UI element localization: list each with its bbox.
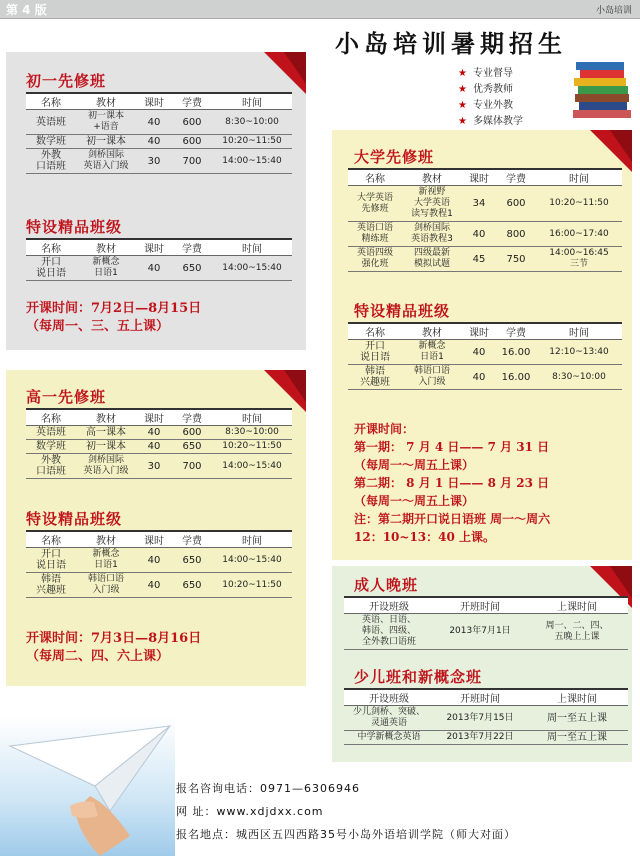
table-header [348, 323, 622, 340]
col-header: 名称 [26, 409, 76, 426]
section-title: 高一先修班 [26, 388, 107, 406]
table-cell: 45 [462, 247, 496, 272]
col-header: 教材 [76, 409, 136, 426]
table-header [344, 597, 628, 614]
table-cell: 英语口语 精练班 [348, 222, 402, 247]
col-header: 名称 [26, 93, 76, 110]
col-header: 教材 [402, 323, 462, 340]
main-title: 小岛培训暑期招生 [335, 29, 567, 58]
star-icon: ★ [458, 68, 467, 79]
table-cell: 40 [136, 573, 172, 598]
table-body [26, 256, 292, 281]
section-title: 成人晚班 [354, 576, 419, 594]
panel-senior-prep [6, 370, 306, 686]
col-header: 名称 [26, 531, 76, 548]
table-cell: 外教 口语班 [26, 454, 76, 479]
table-row [344, 731, 628, 745]
table-cell: 初一课本 [76, 440, 136, 454]
star-icon: ★ [458, 100, 467, 111]
col-header: 上课时间 [526, 597, 628, 614]
table-cell: 初一课本 [76, 135, 136, 149]
table-cell: 14:00~15:40 [212, 149, 292, 174]
col-header: 时间 [536, 169, 622, 186]
table-cell: 12:10~13:40 [536, 340, 622, 365]
col-header: 上课时间 [526, 689, 628, 706]
table-cell: 开口 说日语 [26, 256, 76, 281]
table-cell: 600 [172, 135, 212, 149]
table-row [26, 110, 292, 135]
table-cell: 800 [496, 222, 536, 247]
table-cell: 韩语口语 入门级 [76, 573, 136, 598]
note-line: 开课时间：7月3日—8月16日 [26, 631, 202, 646]
section-title: 大学先修班 [354, 148, 435, 166]
table-cell: 初一课本 +语音 [76, 110, 136, 135]
table-cell: 700 [172, 149, 212, 174]
table-cell: 2013年7月15日 [434, 706, 526, 731]
table-cell: 14:00~15:40 [212, 548, 292, 573]
books-icon [572, 58, 632, 120]
table-cell: 剑桥国际 英语教程3 [402, 222, 462, 247]
col-header: 课时 [136, 409, 172, 426]
note-line: 注：第二期开口说日语班 周一～周六 [354, 512, 551, 526]
feature-item: ★ 优秀教师 [458, 84, 513, 95]
table-cell: 大学英语 先修班 [348, 186, 402, 222]
col-header: 课时 [136, 239, 172, 256]
table-header [26, 239, 292, 256]
table-cell: 周一至五上课 [526, 731, 628, 745]
table-row [344, 706, 628, 731]
table-cell: 周一至五上课 [526, 706, 628, 731]
course-table [26, 92, 292, 174]
table-cell: 韩语 兴趣班 [348, 365, 402, 390]
table-cell: 40 [462, 365, 496, 390]
feature-item: ★ 专业外教 [458, 100, 513, 111]
table-cell: 英语班 [26, 110, 76, 135]
note-line: 第二期： 8 月 1 日—— 8 月 23 日 [354, 476, 550, 490]
table-row [344, 614, 628, 650]
col-header: 课时 [136, 93, 172, 110]
col-header: 学费 [172, 409, 212, 426]
table-cell: 英语、日语、 韩语、四级、 全外教口语班 [344, 614, 434, 650]
col-header: 名称 [26, 239, 76, 256]
col-header: 时间 [212, 93, 292, 110]
col-header: 教材 [76, 239, 136, 256]
table-cell: 600 [496, 186, 536, 222]
table-cell: 外教 口语班 [26, 149, 76, 174]
top-right-label: 小岛培训 [595, 6, 632, 16]
col-header: 开设班级 [344, 597, 434, 614]
table-cell: 40 [462, 222, 496, 247]
corner-fold [610, 130, 632, 162]
col-header: 时间 [212, 531, 292, 548]
col-header: 时间 [212, 239, 292, 256]
special-title: 特设精品班级 [354, 302, 451, 320]
table-cell: 30 [136, 149, 172, 174]
note-line: 开课时间： [354, 422, 415, 436]
special-table [348, 322, 622, 390]
col-header: 学费 [172, 239, 212, 256]
table-row [348, 247, 622, 272]
col-header: 学费 [496, 169, 536, 186]
table-cell: 14:00~16:45 三节 [536, 247, 622, 272]
table-cell: 新概念 日语1 [76, 256, 136, 281]
table-cell: 650 [172, 573, 212, 598]
table-header [26, 409, 292, 426]
table-header [348, 169, 622, 186]
table-cell: 34 [462, 186, 496, 222]
table-cell: 700 [172, 454, 212, 479]
table-body [26, 548, 292, 598]
table-row [26, 573, 292, 598]
paper-plane-icon [0, 716, 175, 856]
table-row [26, 149, 292, 174]
note-line: 开课时间：7月2日—8月15日 [26, 301, 202, 316]
table-cell: 40 [136, 256, 172, 281]
table-body [26, 110, 292, 174]
special-title: 特设精品班级 [26, 218, 123, 236]
table-cell: 8:30~10:00 [212, 110, 292, 135]
col-header: 课时 [462, 323, 496, 340]
table-body [348, 186, 622, 272]
table-row [26, 454, 292, 479]
table-cell: 40 [136, 110, 172, 135]
star-icon: ★ [458, 84, 467, 95]
feature-list [458, 66, 523, 130]
table-cell: 2013年7月22日 [434, 731, 526, 745]
table-cell: 高一课本 [76, 426, 136, 440]
table-cell: 8:30~10:00 [212, 426, 292, 440]
table-cell: 数学班 [26, 440, 76, 454]
col-header: 开班时间 [434, 689, 526, 706]
table-cell: 剑桥国际 英语入门级 [76, 454, 136, 479]
table-cell: 剑桥国际 英语入门级 [76, 149, 136, 174]
table-row [26, 426, 292, 440]
col-header: 学费 [172, 93, 212, 110]
table-cell: 40 [462, 340, 496, 365]
table-cell: 650 [172, 548, 212, 573]
table-cell: 韩语 兴趣班 [26, 573, 76, 598]
col-header: 开班时间 [434, 597, 526, 614]
special-table [26, 238, 292, 281]
table-row [348, 222, 622, 247]
table-cell: 650 [172, 440, 212, 454]
schedule-note [354, 420, 550, 546]
col-header: 教材 [76, 531, 136, 548]
table-cell: 40 [136, 135, 172, 149]
table-cell: 8:30~10:00 [536, 365, 622, 390]
table-cell: 2013年7月1日 [434, 614, 526, 650]
table-cell: 14:00~15:40 [212, 454, 292, 479]
table-cell: 40 [136, 440, 172, 454]
table-cell: 新概念 日语1 [402, 340, 462, 365]
contact-address: 报名地点：城西区五四西路35号小岛外语培训学院（师大对面） [176, 828, 516, 841]
table-row [26, 440, 292, 454]
col-header: 时间 [536, 323, 622, 340]
note-line: （每周一、三、五上课） [26, 319, 170, 334]
note-line: （每周一～周五上课） [354, 494, 475, 508]
schedule-note [26, 300, 201, 336]
schedule-note [26, 630, 201, 666]
col-header: 课时 [462, 169, 496, 186]
table-cell: 40 [136, 548, 172, 573]
col-header: 名称 [348, 323, 402, 340]
table-row [348, 365, 622, 390]
table-cell: 新概念 日语1 [76, 548, 136, 573]
special-table [26, 530, 292, 598]
panel-adult-kids [332, 566, 632, 762]
edition-label: 第 4 版 [6, 3, 47, 17]
feature-item: ★ 专业督导 [458, 68, 513, 79]
table-cell: 10:20~11:50 [212, 573, 292, 598]
table-cell: 40 [136, 426, 172, 440]
table-cell: 30 [136, 454, 172, 479]
top-bar [0, 0, 640, 19]
col-header: 开设班级 [344, 689, 434, 706]
table-header [26, 93, 292, 110]
table-cell: 750 [496, 247, 536, 272]
table-cell: 英语四级 强化班 [348, 247, 402, 272]
table-row [26, 135, 292, 149]
table-cell: 14:00~15:40 [212, 256, 292, 281]
col-header: 学费 [172, 531, 212, 548]
table-body [26, 426, 292, 479]
special-title: 特设精品班级 [26, 510, 123, 528]
table-cell: 周一、二、四、 五晚上上课 [526, 614, 628, 650]
feature-item: ★ 多媒体教学 [458, 116, 523, 127]
course-table [26, 408, 292, 479]
col-header: 课时 [136, 531, 172, 548]
col-header: 教材 [402, 169, 462, 186]
table-cell: 英语班 [26, 426, 76, 440]
col-header: 教材 [76, 93, 136, 110]
table-body [348, 340, 622, 390]
corner-fold [610, 566, 632, 598]
table-cell: 10:20~11:50 [212, 440, 292, 454]
note-line: （每周一～周五上课） [354, 458, 475, 472]
panel-junior-prep [6, 52, 306, 350]
table-cell: 600 [172, 110, 212, 135]
table-row [348, 340, 622, 365]
table-cell: 数学班 [26, 135, 76, 149]
table-cell: 10:20~11:50 [536, 186, 622, 222]
table-cell: 韩语口语 入门级 [402, 365, 462, 390]
table-row [26, 256, 292, 281]
table-cell: 650 [172, 256, 212, 281]
col-header: 学费 [496, 323, 536, 340]
note-line: 12：10~13：40 上课。 [354, 530, 496, 544]
table-row [348, 186, 622, 222]
panel-college-prep [332, 130, 632, 560]
section-title: 初一先修班 [26, 72, 107, 90]
col-header: 名称 [348, 169, 402, 186]
table-cell: 四级最新 模拟试题 [402, 247, 462, 272]
contact-phone: 报名咨询电话：0971—6306946 [176, 782, 360, 795]
table-header [344, 689, 628, 706]
corner-fold [284, 52, 306, 84]
table-cell: 600 [172, 426, 212, 440]
contact-website[interactable]: 网 址：www.xdjdxx.com [176, 805, 324, 818]
section-title-kids: 少儿班和新概念班 [354, 668, 483, 686]
kids-table [344, 688, 628, 745]
table-cell: 开口 说日语 [26, 548, 76, 573]
table-cell: 10:20~11:50 [212, 135, 292, 149]
table-body [344, 706, 628, 745]
course-table [348, 168, 622, 272]
table-cell: 16.00 [496, 365, 536, 390]
note-line: （每周二、四、六上课） [26, 649, 170, 664]
star-icon: ★ [458, 116, 467, 127]
table-cell: 16.00 [496, 340, 536, 365]
table-cell: 16:00~17:40 [536, 222, 622, 247]
table-cell: 新视野 大学英语 读写教程1 [402, 186, 462, 222]
paper-plane-illustration [0, 716, 175, 856]
corner-fold [284, 370, 306, 402]
note-line: 第一期： 7 月 4 日—— 7 月 31 日 [354, 440, 550, 454]
col-header: 时间 [212, 409, 292, 426]
adult-table [344, 596, 628, 650]
table-row [26, 548, 292, 573]
table-body [344, 614, 628, 650]
table-cell: 中学新概念英语 [344, 731, 434, 745]
table-cell: 开口 说日语 [348, 340, 402, 365]
table-header [26, 531, 292, 548]
table-cell: 少儿剑桥、突破、 灵通英语 [344, 706, 434, 731]
